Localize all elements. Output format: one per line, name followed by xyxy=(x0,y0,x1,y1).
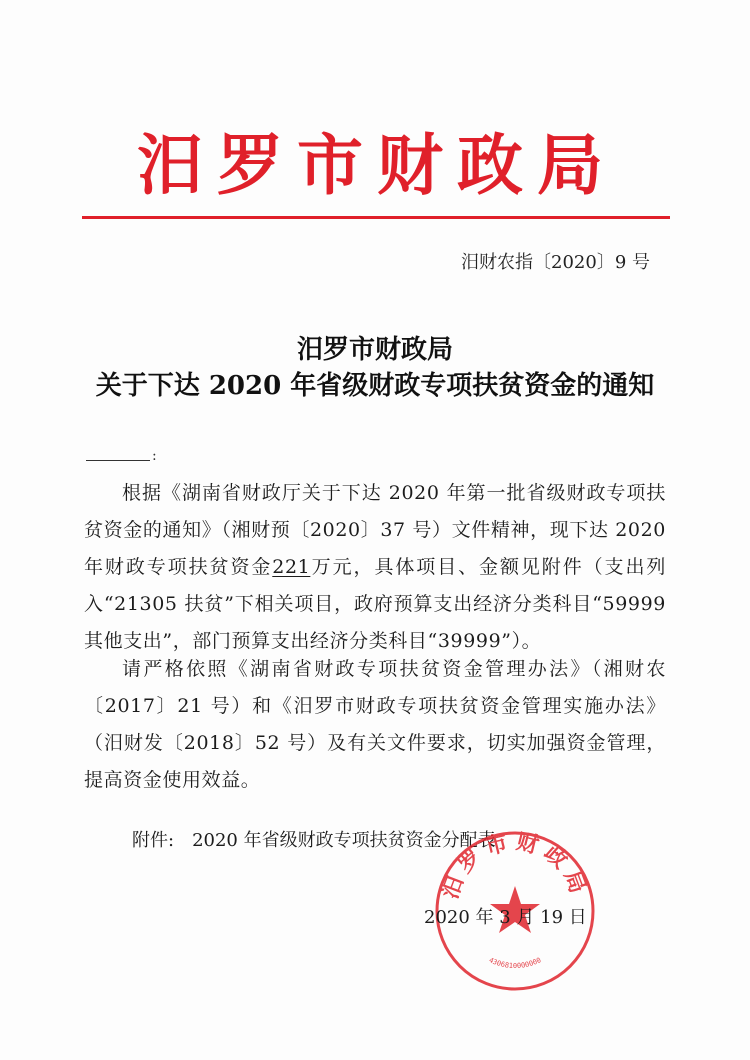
header-red-rule xyxy=(82,216,670,219)
body-paragraph-2: 请严格依照《湖南省财政专项扶贫资金管理办法》（湘财农〔2017〕21 号）和《汨罗市财政专项扶贫资金管理实施办法》（汨财发〔2018〕52 号）及有关文件要求，切实加强资金管理，提高资金使用效益。 xyxy=(84,658,666,791)
paragraph-1-text-after: 万元，具体项目、金额见附件（支出列入“21305 扶贫”下相关项目，政府预算支出经济分类科目“59999 其他支出”，部门预算支出经济分类科目“39999”）。 xyxy=(84,556,666,652)
addressee-colon: : xyxy=(152,448,157,464)
document-title-line1: 汨罗市财政局 xyxy=(296,335,453,365)
seal-code: 4306810000000 xyxy=(487,956,543,971)
seal-text: 汨罗市财政局 xyxy=(437,828,593,903)
org-header-title: 汨罗市财政局 xyxy=(137,126,617,204)
funding-amount: 221 xyxy=(272,556,311,578)
attachment-label: 附件: xyxy=(132,830,175,851)
document-number: 汨财农指〔2020〕9 号 xyxy=(461,252,650,273)
issue-date: 2020 年 3 月 19 日 xyxy=(424,907,587,928)
attachment-title: 2020 年省级财政专项扶贫资金分配表 xyxy=(192,830,496,851)
document-title-line2: 关于下达 2020 年省级财政专项扶贫资金的通知 xyxy=(95,371,655,401)
body-paragraph-1 xyxy=(84,475,666,660)
addressee-blank-line xyxy=(86,460,150,461)
paragraph-1-text-before: 根据《湖南省财政厅关于下达 2020 年第一批省级财政专项扶贫资金的通知》（湘财预〔2020〕37 号）文件精神，现下达 2020 年财政专项扶贫资金 xyxy=(84,482,666,578)
